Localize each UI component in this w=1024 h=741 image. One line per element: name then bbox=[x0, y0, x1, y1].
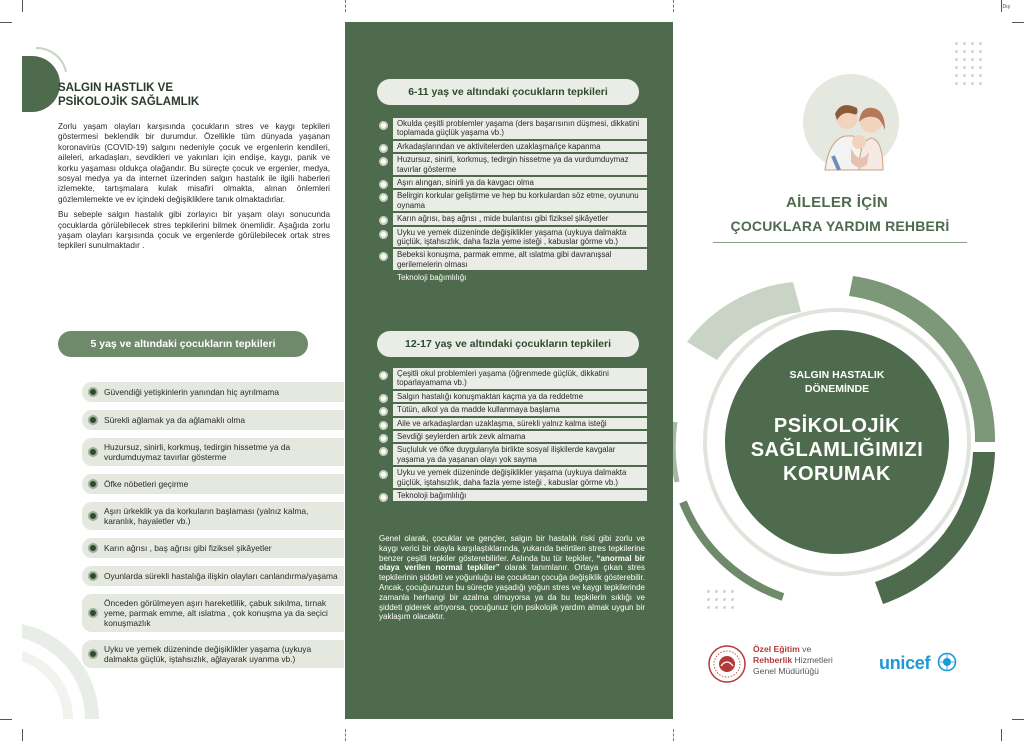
list-item-text: Karın ağrısı , baş ağrısı gibi fiziksel şikâyetler bbox=[104, 543, 272, 553]
bullet-icon bbox=[379, 144, 388, 153]
list-item-text: Okulda çeşitli problemler yaşama (ders başarısının düşmesi, dikkatini toplamada güçlük yaşama vb.) bbox=[393, 118, 647, 139]
org-bold-2: Rehberlik bbox=[753, 655, 793, 665]
dot-grid-decoration bbox=[955, 42, 991, 112]
middle-list-12-17 bbox=[377, 368, 647, 503]
left-panel bbox=[22, 22, 344, 719]
bullet-icon bbox=[88, 387, 98, 397]
list-item-text: Aşırı ürkeklik ya da korkuların başlaması (yalnız kalma, karanlık, hayaletler vb.) bbox=[104, 506, 309, 526]
fold-mark-top-right bbox=[673, 0, 674, 12]
list-item-text: Belirgin korkular geliştirme ve hep bu korkulardan söz etme, oyununu oynama bbox=[393, 190, 647, 211]
bullet-icon bbox=[88, 571, 98, 581]
list-item bbox=[82, 382, 344, 402]
list-item-text: Tütün, alkol ya da madde kullanmaya başlama bbox=[393, 404, 647, 415]
bullet-icon bbox=[379, 157, 388, 166]
list-item bbox=[377, 431, 647, 442]
left-reaction-list bbox=[82, 382, 344, 676]
list-item-text: Önceden görülmeyen aşırı hareketlilik, çabuk sıkılma, tırnak yeme, parmak emme, alt ıslatma , çok konuşma ya da seçici konuşmazlık bbox=[104, 598, 328, 628]
list-item-text: Aşırı alıngan, sinirli ya da kavgacı olma bbox=[393, 177, 647, 188]
bullet-icon bbox=[88, 479, 98, 489]
section-title-5-years: 5 yaş ve altındaki çocukların tepkileri bbox=[58, 331, 308, 357]
left-title-line1: SALGIN HASTLIK VE bbox=[58, 82, 174, 94]
crop-mark bbox=[1012, 22, 1024, 23]
unicef-wordmark: unicef bbox=[879, 653, 931, 673]
list-item-text: Karın ağrısı, baş ağrısı , mide bulantısı gibi fiziksel şikâyetler bbox=[393, 213, 647, 224]
bullet-icon bbox=[379, 493, 388, 502]
bullet-icon bbox=[379, 180, 388, 189]
list-item bbox=[82, 566, 344, 586]
list-item bbox=[377, 249, 647, 270]
list-item bbox=[377, 418, 647, 429]
left-body bbox=[58, 122, 330, 257]
list-item bbox=[377, 444, 647, 465]
bullet-icon bbox=[88, 649, 98, 659]
bullet-icon bbox=[379, 216, 388, 225]
list-item bbox=[377, 154, 647, 175]
brochure-title-line2: ÇOCUKLARA YARDIM REHBERİ bbox=[730, 218, 950, 234]
list-item bbox=[82, 438, 344, 466]
bullet-icon bbox=[379, 193, 388, 202]
section-title-6-11-years: 6-11 yaş ve altındaki çocukların tepkileri bbox=[377, 79, 639, 105]
org-line-3: Genel Müdürlüğü bbox=[753, 666, 819, 676]
middle-panel bbox=[345, 22, 673, 719]
bullet-icon bbox=[379, 421, 388, 430]
title-divider bbox=[713, 242, 967, 243]
list-item-text: Uyku ve yemek düzeninde değişiklikler yaşama (uykuya dalmakta güçlük, iştahsızlık, daha fazla yeme isteği , kabuslar görme vb.) bbox=[393, 227, 647, 248]
cover-main-line2: SAĞLAMLIĞIMIZI bbox=[750, 439, 924, 461]
list-item bbox=[377, 177, 647, 188]
corner-label: Dış bbox=[1002, 4, 1010, 10]
crop-mark bbox=[0, 22, 12, 23]
cover-subtitle-line2: DÖNEMİNDE bbox=[804, 383, 870, 395]
list-item bbox=[377, 272, 647, 283]
fold-mark-bottom-left bbox=[345, 729, 346, 741]
section-title-12-17-years: 12-17 yaş ve altındaki çocukların tepkileri bbox=[377, 331, 639, 357]
cover-main-line1: PSİKOLOJİK bbox=[773, 415, 901, 437]
list-item-text: Huzursuz, sinirli, korkmuş, tedirgin hissetme ya da vurdumduymaz tavırlar gösterme bbox=[393, 154, 647, 175]
list-item bbox=[82, 502, 344, 530]
list-item bbox=[377, 213, 647, 224]
unicef-globe-icon bbox=[937, 652, 957, 672]
bullet-icon bbox=[379, 434, 388, 443]
list-item-text: Salgın hastalığı konuşmaktan kaçma ya da reddetme bbox=[393, 391, 647, 402]
list-item bbox=[82, 538, 344, 558]
list-item bbox=[377, 118, 647, 139]
cover-subtitle bbox=[737, 368, 937, 396]
list-item-text: Huzursuz, sinirli, korkmuş, tedirgin hissetme ya da vurdumduymaz tavırlar gösterme bbox=[104, 442, 291, 462]
list-item bbox=[82, 640, 344, 668]
crop-mark bbox=[1012, 719, 1024, 720]
bullet-icon bbox=[379, 252, 388, 261]
list-item-text: Arkadaşlarından ve aktivitelerden uzaklaşma/içe kapanma bbox=[393, 141, 647, 152]
list-item-text: Uyku ve yemek düzeninde değişiklikler yaşama (uykuya dalmakta güçlük, iştahsızlık, daha fazla yeme isteği , kabuslar görme vb.) bbox=[393, 467, 647, 488]
list-item-text: Oyunlarda sürekli hastalığa ilişkin olayları canlandırma/yaşama bbox=[104, 571, 338, 581]
middle-list-6-11 bbox=[377, 118, 647, 286]
bullet-icon bbox=[88, 447, 98, 457]
list-item-text: Aile ve arkadaşlardan uzaklaşma, sürekli yalnız kalma isteği bbox=[393, 418, 647, 429]
fold-mark-bottom-right bbox=[673, 729, 674, 741]
left-title bbox=[58, 81, 199, 109]
left-title-line2: PSİKOLOJİK SAĞLAMLIK bbox=[58, 96, 200, 108]
cover-main-line3: KORUMAK bbox=[783, 463, 891, 485]
closing-bold: “anormal bir olaya verilen normal tepkiler” bbox=[379, 553, 645, 573]
list-item bbox=[82, 594, 344, 632]
cover-main-title bbox=[727, 414, 947, 486]
list-item bbox=[377, 404, 647, 415]
bullet-icon bbox=[88, 543, 98, 553]
list-item-text: Çeşitli okul problemleri yaşama (öğrenmede güçlük, dikkatini toparlayamama vb.) bbox=[393, 368, 647, 389]
crop-mark bbox=[22, 0, 23, 12]
list-item bbox=[82, 474, 344, 494]
brochure-title-line1: AİLELER İÇİN bbox=[786, 194, 888, 211]
list-item bbox=[377, 490, 647, 501]
list-item-text: Öfke nöbetleri geçirme bbox=[104, 479, 189, 489]
bullet-icon bbox=[379, 447, 388, 456]
unicef-logo bbox=[879, 652, 957, 674]
list-item bbox=[377, 368, 647, 389]
closing-paragraph bbox=[379, 534, 645, 622]
list-item bbox=[377, 391, 647, 402]
list-item bbox=[377, 141, 647, 152]
bullet-icon bbox=[379, 121, 388, 130]
list-item-text: Uyku ve yemek düzeninde değişiklikler yaşama (uykuya dalmakta güçlük, iştahsızlık, ağlayarak uyanma vb.) bbox=[104, 644, 312, 664]
closing-text-2: olarak tanımlanır. Ortaya çıkan stres tepkilerinin şiddeti ve yoğunluğu ise çocuktan çocuğa değişiklik gösterebilir. Ancak, çocuğunuzun bu süreçte yaşadığı yoğun stres ve kaygı tepkilerinde zamanla herhangi bir azalma olmuyorsa ya da bu tepkilerin sıklığı ve şiddeti giderek artıyorsa, çocuğunuz için psikolojik yardım almak uygun bir yaklaşım olacaktır. bbox=[379, 563, 646, 622]
bullet-icon bbox=[379, 230, 388, 239]
bullet-icon bbox=[379, 470, 388, 479]
ministry-name bbox=[753, 644, 833, 677]
bullet-icon bbox=[379, 371, 388, 380]
list-item-text: Teknoloji bağımlılığı bbox=[397, 273, 467, 283]
bullet-icon bbox=[88, 511, 98, 521]
org-bold-1: Özel Eğitim bbox=[753, 644, 800, 654]
list-item bbox=[377, 190, 647, 211]
list-item-text: Teknoloji bağımlılığı bbox=[393, 490, 647, 501]
family-illustration-icon bbox=[801, 70, 901, 180]
left-paragraph-2: Bu sebeple salgın hastalık gibi zorlayıcı bir yaşam olayı sonucunda çocuklarda görülebilecek stres tepkilerini bilmek önemlidir. Aşağıda zorlu yaşam olayları karşısında çocuk ve ergenlerde görülebilecek ortak stres tepkileri sunulmaktadır . bbox=[58, 210, 330, 251]
bullet-icon bbox=[88, 415, 98, 425]
meb-seal-logo bbox=[707, 644, 747, 684]
fold-mark-top-left bbox=[345, 0, 346, 12]
list-item-text: Bebeksi konuşma, parmak emme, alt ıslatma gibi davranışsal gerilemelerin olması bbox=[393, 249, 647, 270]
left-paragraph-1: Zorlu yaşam olayları karşısında çocukların stres ve kaygı tepkileri göstermesi beklendik bir durumdur. Özellikle tüm dünyada yaşanan koronavirüs (COVID-19) salgını nedeniyle çocuk ve ergenlerin kendileri, aileleri, arkadaşları, sevdikleri ve yakınları için endişe, kaygı, panik ve korku yaşaması oldukça olağandır. Bu süreçte çocuk ve ergenler, medya, sosyal medya ya da internet üzerinden salgın hastalık ile ilgili haberleri izlemekte, tartışmalara kulak misafiri olmakta, alınan önlemleri gözlemlemekte ve ev içindeki değişikliklere tanık olmaktadırlar. bbox=[58, 122, 330, 204]
bullet-icon bbox=[379, 394, 388, 403]
list-item bbox=[377, 227, 647, 248]
list-item-text: Suçluluk ve öfke duygularıyla birlikte sosyal ilişkilerde kavgalar yaşama ya da yaşanan olayı yok sayma bbox=[393, 444, 647, 465]
bullet-icon bbox=[379, 407, 388, 416]
bullet-icon bbox=[88, 608, 98, 618]
right-panel bbox=[673, 22, 1002, 719]
closing-text-1: Genel olarak, çocuklar ve gençler, salgın bir hastalık riski gibi zorlu ve kaygı verici bir olayla karşılaştıklarında, yukarıda belirtilen stres tepkilerine benzer çeşitli tepkiler gösterebilirler. Aslında bu tür tepkiler, bbox=[379, 534, 645, 563]
cover-subtitle-line1: SALGIN HASTALIK bbox=[789, 369, 885, 381]
list-item bbox=[377, 467, 647, 488]
crop-mark bbox=[1001, 0, 1002, 12]
crop-mark bbox=[22, 729, 23, 741]
list-item-text: Güvendiği yetişkinlerin yanından hiç ayrılmama bbox=[104, 387, 280, 397]
org-plain-1: ve bbox=[799, 644, 812, 654]
crop-mark bbox=[1001, 729, 1002, 741]
org-plain-2: Hizmetleri bbox=[792, 655, 833, 665]
crop-mark bbox=[0, 719, 12, 720]
list-item-text: Sevdiği şeylerden artık zevk almama bbox=[393, 431, 647, 442]
list-item-text: Sürekli ağlamak ya da ağlamaklı olma bbox=[104, 415, 246, 425]
list-item bbox=[82, 410, 344, 430]
